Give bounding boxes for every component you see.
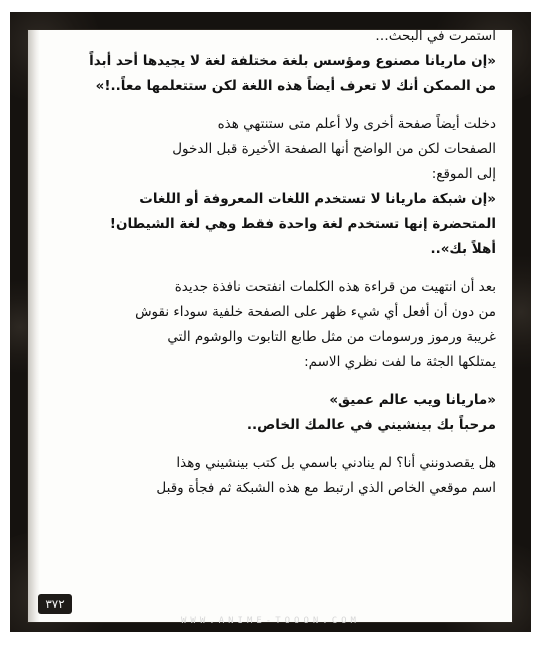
text-line: هل يقصدونني أنا؟ لم ينادني باسمي بل كتب بينشيني وهذا: [176, 455, 496, 471]
text-line: من دون أن أفعل أي شيء ظهر على الصفحة خلفية سوداء نقوش: [135, 304, 496, 320]
page-number: ٣٧٢: [38, 594, 72, 614]
text-line: مرحباً بك بينشيني في عالمك الخاص..: [246, 417, 496, 433]
text-line: «ماريانا ويب عالم عميق»: [329, 392, 496, 408]
text-line: يمتلكها الجثة ما لفت نظري الاسم:: [304, 354, 496, 370]
page-text: [54, 30, 496, 501]
book-page: [28, 30, 512, 622]
text-line: بعد أن انتهيت من قراءة هذه الكلمات انفتحت نافذة جديدة: [174, 279, 496, 295]
text-line: الصفحات لكن من الواضح أنها الصفحة الأخيرة قبل الدخول: [172, 141, 496, 157]
text-line: من الممكن أنك لا تعرف أيضاً هذه اللغة لكن ستتعلمها معاً..!»: [95, 78, 496, 94]
watermark: WWW.ANIME-TOOON.COM: [181, 616, 360, 626]
text-line: غريبة ورموز ورسومات من مثل طابع التابوت والوشوم التي: [167, 329, 496, 345]
text-line: المتحضرة إنها تستخدم لغة واحدة فقط وهي لغة الشيطان!: [109, 216, 496, 232]
text-line: «إن شبكة ماريانا لا تستخدم اللغات المعروفة أو اللغات: [139, 191, 496, 207]
text-line: دخلت أيضاً صفحة أخرى ولا أعلم متى ستنتهي هذه: [217, 116, 496, 132]
page-spine-shadow: [28, 30, 40, 622]
decorative-frame: [10, 12, 531, 632]
text-line: إلى الموقع:: [431, 166, 496, 182]
text-line: استمرت في البحث…: [375, 30, 496, 44]
text-line: «إن ماريانا مصنوع ومؤسس بلغة مختلفة لغة لا يجيدها أحد أبداً: [89, 53, 496, 69]
text-line: اسم موقعي الخاص الذي ارتبط مع هذه الشبكة ثم فجأة وقبل: [156, 480, 496, 496]
text-line: أهلاً بك»..: [430, 241, 496, 257]
